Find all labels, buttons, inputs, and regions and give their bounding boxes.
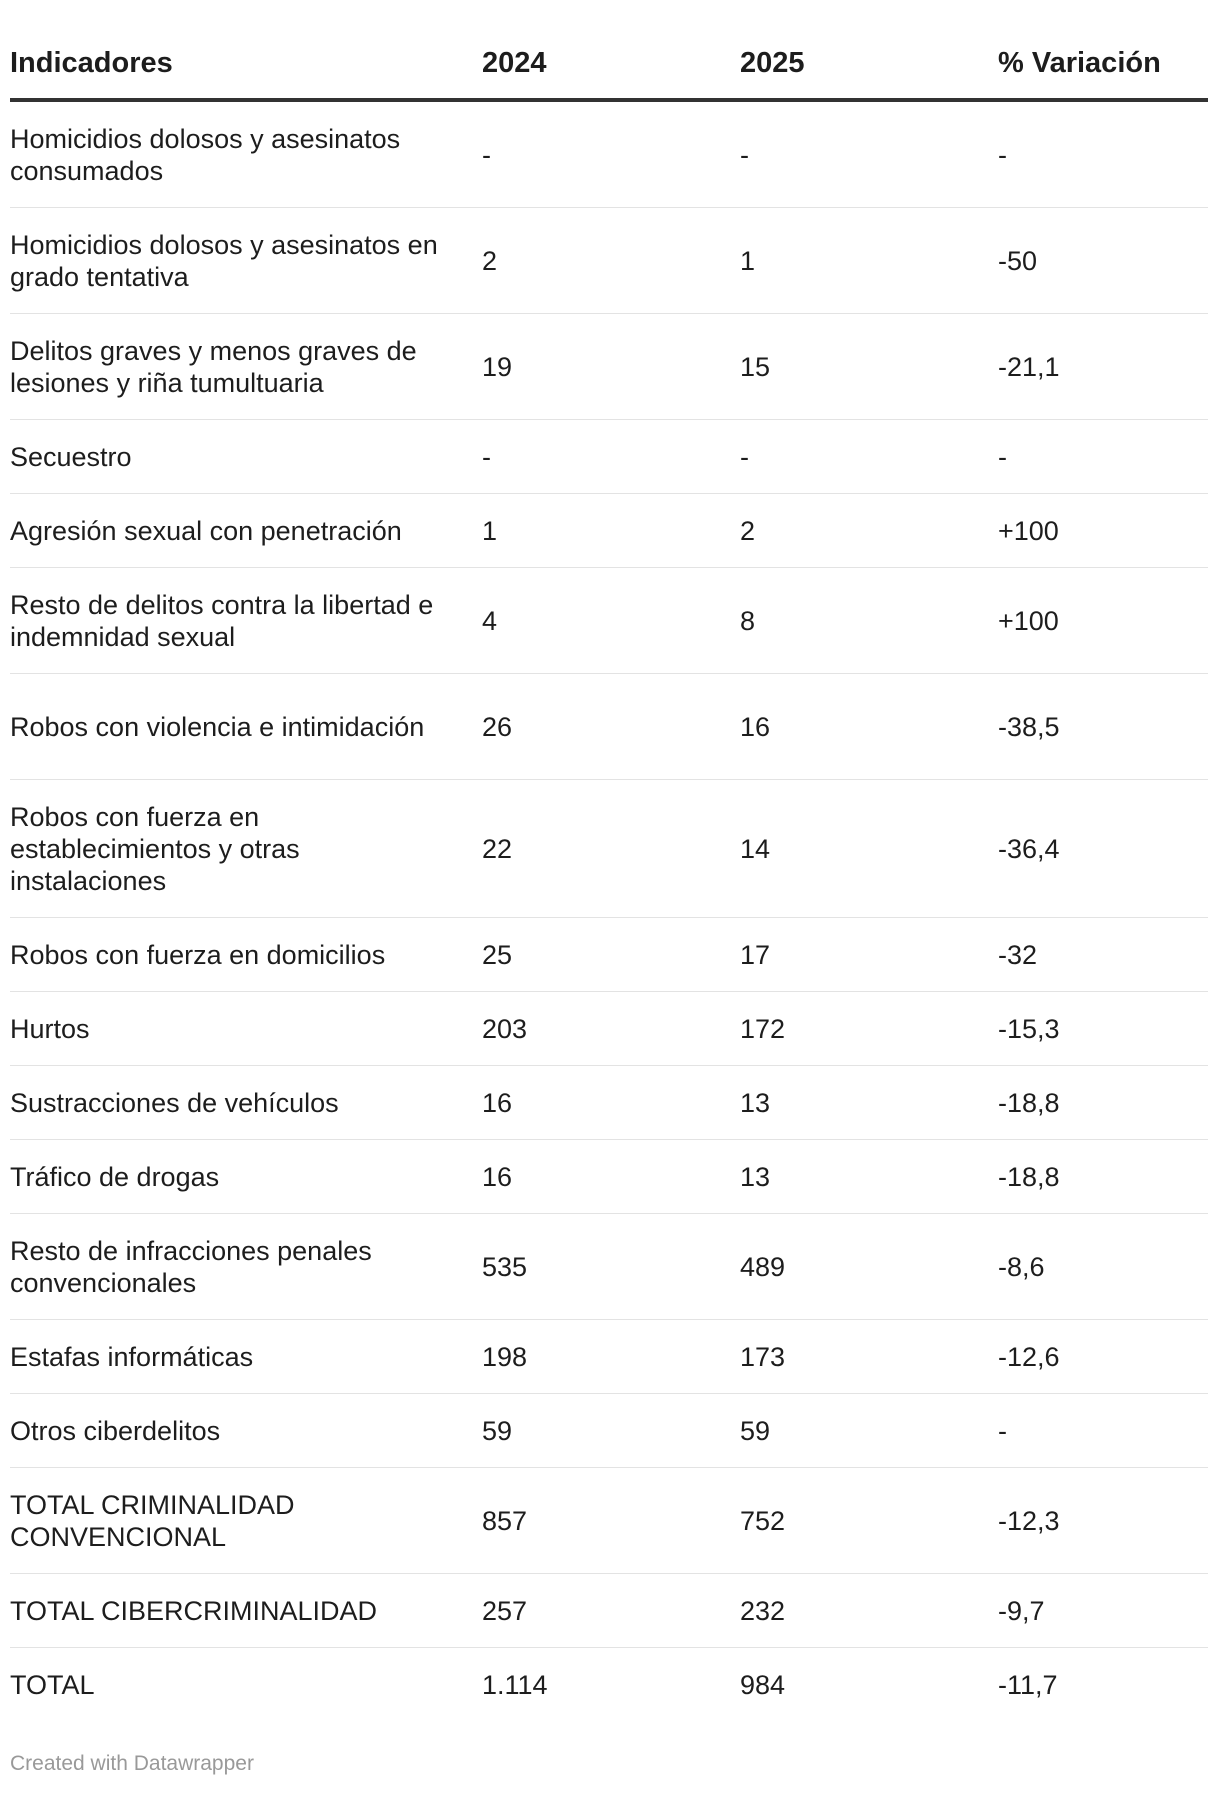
table-row [10,1066,1208,1140]
cell-2025: 984 [740,1669,786,1700]
cell-indicator: Secuestro [10,420,482,494]
cell-indicator: Delitos graves y menos graves de lesiones y riña tumultuaria [10,314,482,420]
cell-variation: -11,7 [998,1669,1058,1700]
cell-indicator: Robos con fuerza en domicilios [10,918,482,992]
cell-indicator: Tráfico de drogas [10,1140,482,1214]
cell-2024: 257 [482,1574,740,1648]
cell-indicator: Otros ciberdelitos [10,1394,482,1468]
cell-indicator: Robos con fuerza en establecimientos y otras instalaciones [10,780,482,918]
cell-indicator: Agresión sexual con penetración [10,494,482,568]
cell-variation: -15,3 [998,992,1208,1066]
table-row [10,1394,1208,1468]
cell-2024: 1 [482,494,740,568]
cell-variation: -38,5 [998,674,1208,780]
cell-variation: -36,4 [998,780,1208,918]
cell-2024: 2 [482,208,740,314]
cell-2024: - [482,100,740,208]
cell-indicator: Sustracciones de vehículos [10,1066,482,1140]
table-row [10,568,1208,674]
table-row [10,494,1208,568]
cell-2025: - [740,420,998,494]
cell-variation: -50 [998,208,1208,314]
cell-2024: 1.114 [482,1669,548,1700]
table-row [10,1648,1208,1722]
table-row [10,314,1208,420]
cell-variation: -32 [998,918,1208,992]
crime-indicators-table [10,28,1208,1721]
cell-indicator: Resto de delitos contra la libertad e indemnidad sexual [10,568,482,674]
table-row [10,1140,1208,1214]
cell-indicator: TOTAL CIBERCRIMINALIDAD [10,1574,482,1648]
cell-2025: 13 [740,1066,998,1140]
cell-2025: - [740,100,998,208]
cell-variation: - [998,420,1208,494]
datawrapper-credit: Created with Datawrapper [10,1752,254,1775]
table-row [10,780,1208,918]
cell-variation: -9,7 [998,1574,1208,1648]
cell-2025: 8 [740,568,998,674]
table-row [10,1574,1208,1648]
header-2024: 2024 [482,28,740,100]
cell-2025: 59 [740,1394,998,1468]
header-row [10,28,1208,100]
cell-2025: 14 [740,780,998,918]
cell-indicator: Homicidios dolosos y asesinatos en grado tentativa [10,208,482,314]
cell-variation: - [998,100,1208,208]
cell-indicator: Hurtos [10,992,482,1066]
cell-2025: 2 [740,494,998,568]
table-row [10,674,1208,780]
table-row [10,208,1208,314]
header-2025: 2025 [740,28,998,100]
cell-variation: -8,6 [998,1214,1208,1320]
cell-variation: +100 [998,568,1208,674]
table-row [10,420,1208,494]
cell-2024: 198 [482,1320,740,1394]
cell-2025: 13 [740,1140,998,1214]
cell-variation: -18,8 [998,1140,1208,1214]
cell-variation: - [998,1394,1208,1468]
table-row [10,100,1208,208]
cell-indicator: TOTAL CRIMINALIDAD CONVENCIONAL [10,1468,482,1574]
cell-2025: 173 [740,1320,998,1394]
table-body [10,100,1208,1721]
table-row [10,1214,1208,1320]
cell-2024: 22 [482,780,740,918]
cell-indicator: Estafas informáticas [10,1320,482,1394]
header-variation: % Variación [998,28,1208,100]
cell-indicator: Resto de infracciones penales convencionales [10,1214,482,1320]
cell-2025: 232 [740,1574,998,1648]
cell-2025: 16 [740,674,998,780]
table-row [10,1468,1208,1574]
cell-2024: - [482,420,740,494]
cell-indicator: TOTAL [10,1669,95,1700]
header-indicators: Indicadores [10,28,482,100]
cell-variation: -18,8 [998,1066,1208,1140]
cell-2024: 16 [482,1066,740,1140]
cell-2024: 59 [482,1394,740,1468]
cell-variation: -12,6 [998,1320,1208,1394]
cell-2025: 489 [740,1214,998,1320]
cell-2025: 17 [740,918,998,992]
table-header [10,28,1208,100]
cell-2025: 15 [740,314,998,420]
table-row [10,918,1208,992]
table-row [10,1320,1208,1394]
cell-2024: 4 [482,568,740,674]
cell-2024: 203 [482,992,740,1066]
cell-2025: 172 [740,992,998,1066]
cell-2025: 1 [740,208,998,314]
cell-2024: 26 [482,674,740,780]
cell-variation: -12,3 [998,1468,1208,1574]
cell-variation: -21,1 [998,314,1208,420]
cell-variation: +100 [998,494,1208,568]
cell-2024: 16 [482,1140,740,1214]
cell-2025: 752 [740,1468,998,1574]
cell-2024: 857 [482,1468,740,1574]
cell-indicator: Robos con violencia e intimidación [10,674,482,780]
cell-2024: 25 [482,918,740,992]
table-row [10,992,1208,1066]
cell-2024: 535 [482,1214,740,1320]
cell-indicator: Homicidios dolosos y asesinatos consumados [10,100,482,208]
cell-2024: 19 [482,314,740,420]
